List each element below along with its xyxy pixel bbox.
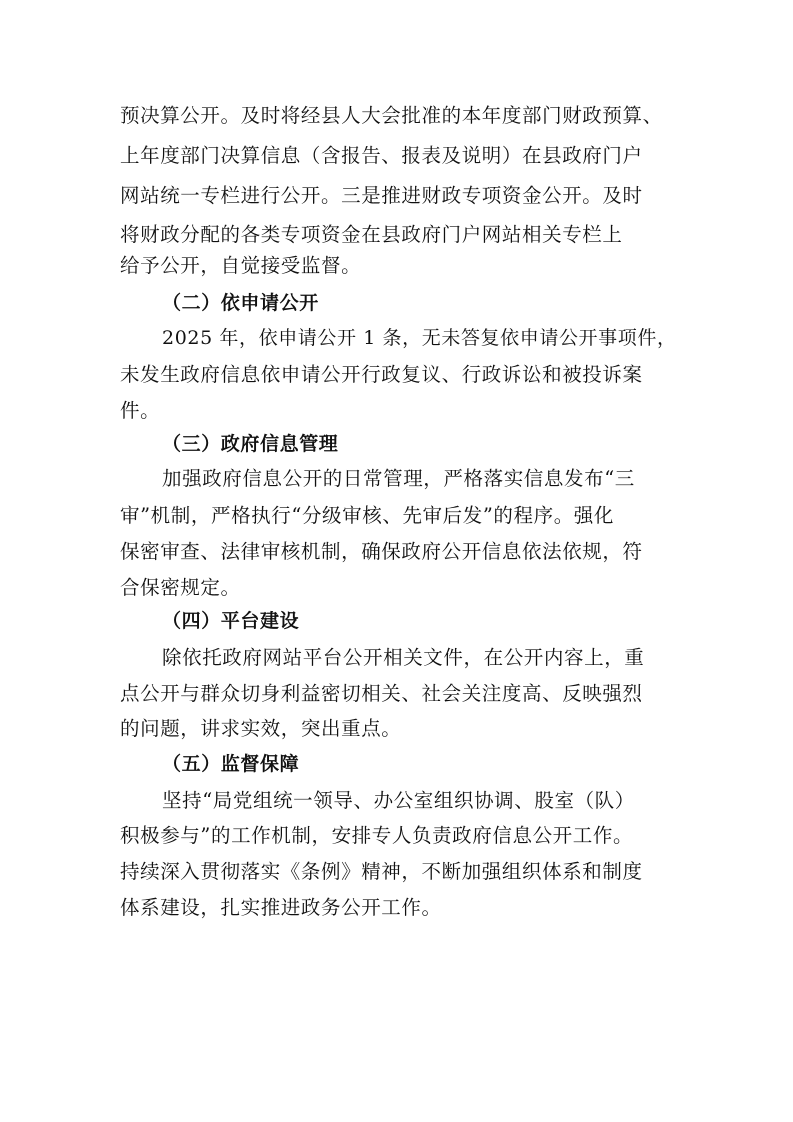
body-text-line: 审”机制，严格执行“分级审核、先审后发”的程序。强化 [120, 504, 615, 527]
body-text-line: 积极参与”的工作机制，安排专人负责政府信息公开工作。 [120, 824, 634, 847]
body-text-line: 加强政府信息公开的日常管理，严格落实信息发布“三 [162, 467, 635, 490]
body-text-line: 2025 年，依申请公开 1 条，无未答复依申请公开事项件， [162, 327, 677, 349]
section-heading-information-management: （三）政府信息管理 [162, 433, 339, 455]
body-text-line: 持续深入贯彻落实《条例》精神，不断加强组织体系和制度 [120, 860, 643, 883]
body-text-line: 给予公开，自觉接受监督。 [120, 254, 362, 277]
body-text-line: 网站统一专栏进行公开。三是推进财政专项资金公开。及时 [120, 184, 643, 207]
section-heading-platform-construction: （四）平台建设 [162, 610, 300, 632]
section-heading-supervision: （五）监督保障 [162, 753, 300, 775]
body-text-line: 的问题，讲求实效，突出重点。 [120, 717, 402, 740]
body-text-line: 件。 [120, 399, 161, 422]
body-text-line: 将财政分配的各类专项资金在县政府门户网站相关专栏上 [120, 223, 623, 246]
body-text-line: 坚持“局党组统一领导、办公室组织协调、股室（队） [162, 789, 635, 812]
body-text-line: 点公开与群众切身利益密切相关、社会关注度高、反映强烈 [120, 682, 643, 705]
body-text-line: 除依托政府网站平台公开相关文件，在公开内容上，重 [162, 646, 645, 669]
body-text-line: 体系建设，扎实推进政务公开工作。 [120, 896, 442, 919]
body-text-line: 未发生政府信息依申请公开行政复议、行政诉讼和被投诉案 [120, 363, 643, 386]
body-text-line: 预决算公开。及时将经县人大会批准的本年度部门财政预算、 [120, 104, 663, 127]
body-text-line: 合保密规定。 [120, 576, 241, 599]
section-heading-application: （二）依申请公开 [162, 292, 319, 314]
body-text-line: 上年度部门决算信息（含报告、报表及说明）在县政府门户 [120, 144, 643, 167]
body-text-line: 保密审查、法律审核机制，确保政府公开信息依法依规，符 [120, 540, 643, 563]
